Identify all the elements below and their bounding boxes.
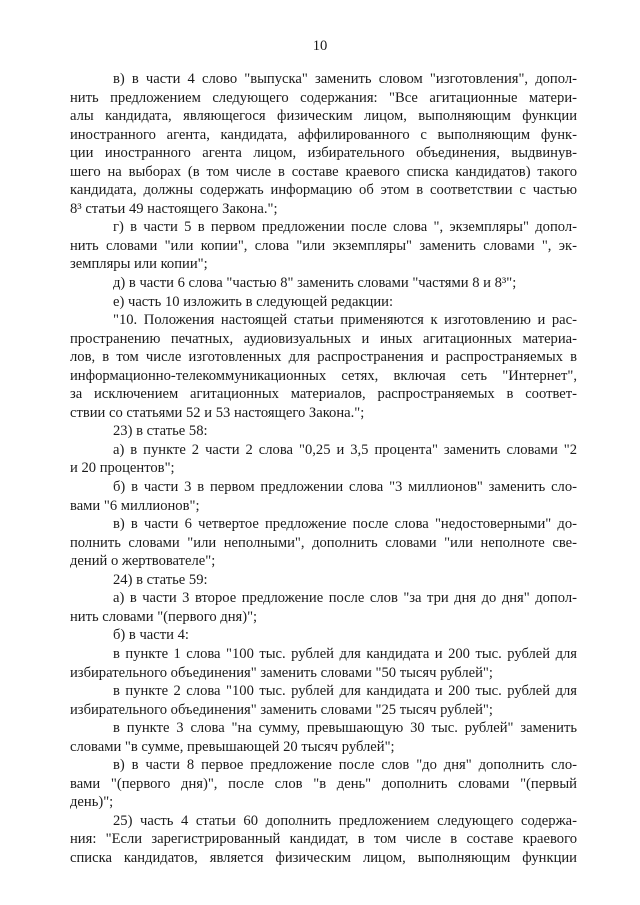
text-line: 25) часть 4 статьи 60 дополнить предложением следующего содержа- <box>113 812 577 829</box>
text-line: алы кандидата, являющегося физическим лицом, выполняющим функции <box>70 108 577 125</box>
text-line: а) в части 3 второе предложение после слов "за три дня до дня" допол- <box>113 590 577 607</box>
text-line: полнить словами "или неполными", дополнить словами "или неполноте све- <box>70 534 577 551</box>
text-line: ния: "Если зарегистрированный кандидат, в том числе в составе краевого <box>70 831 577 848</box>
text-line: иностранного агента, кандидата, аффилированного с выполняющим функ- <box>70 126 577 143</box>
page-number: 10 <box>312 38 328 54</box>
text-line: вами "(первого дня)", после слов "в день" дополнить словами "(первый <box>70 775 577 792</box>
text-line: ствии со статьями 52 и 53 настоящего Закона."; <box>70 404 365 421</box>
document-body <box>70 70 577 868</box>
text-line: информационно-телекоммуникационных сетях, включая сеть "Интернет", <box>70 367 577 384</box>
text-line: в пункте 1 слова "100 тыс. рублей для кандидата и 200 тыс. рублей для <box>113 645 577 662</box>
text-line: и 20 процентов"; <box>70 460 175 477</box>
text-line: ции иностранного агента лицом, избирательного объединения, выдвинув- <box>70 145 577 162</box>
text-line: г) в части 5 в первом предложении после слова ", экземпляры" допол- <box>113 219 577 236</box>
text-line: день)"; <box>70 794 114 811</box>
text-line: "10. Положения настоящей статьи применяются к изготовлению и рас- <box>113 312 577 329</box>
text-line: избирательного объединения" заменить словами "25 тысяч рублей"; <box>70 701 493 718</box>
text-line: за исключением агитационных материалов, распространяемых в соответ- <box>70 386 577 403</box>
text-line: избирательного объединения" заменить словами "50 тысяч рублей"; <box>70 664 493 681</box>
text-line: дений о жертвователе"; <box>70 553 216 570</box>
text-line: в) в части 8 первое предложение после слов "до дня" дополнить сло- <box>113 757 577 774</box>
text-line: в) в части 4 слово "выпуска" заменить словом "изготовления", допол- <box>113 71 577 87</box>
text-line: 24) в статье 59: <box>113 571 208 588</box>
text-line: д) в части 6 слова "частью 8" заменить словами "частями 8 и 8³"; <box>113 275 517 292</box>
text-line: шего на выборах (в том числе в составе краевого списка кандидатов) такого <box>70 163 577 180</box>
text-line: земпляры или копии"; <box>70 256 208 273</box>
text-line: в) в части 6 четвертое предложение после слова "недостоверными" до- <box>113 516 577 533</box>
text-line: 23) в статье 58: <box>113 423 208 440</box>
text-line: нить словами "(первого дня)"; <box>70 608 258 625</box>
text-line: кандидата, должны содержать информацию об этом в соответствии с частью <box>70 182 577 199</box>
text-line: списка кандидатов, является физическим лицом, выполняющим функции <box>70 849 577 866</box>
text-line: в пункте 3 слова "на сумму, превышающую 30 тыс. рублей" заменить <box>113 720 577 737</box>
text-line: пространению печатных, аудиовизуальных и иных агитационных материа- <box>70 330 577 347</box>
text-line: в пункте 2 слова "100 тыс. рублей для кандидата и 200 тыс. рублей для <box>113 683 577 700</box>
text-line: б) в части 4: <box>113 627 189 644</box>
text-line: нить предложением следующего содержания: "Все агитационные матери- <box>70 89 577 106</box>
text-line: лов, в том числе изготовленных для распространения и распространяемых в <box>70 349 577 366</box>
text-line: е) часть 10 изложить в следующей редакции: <box>113 293 394 310</box>
text-line: б) в части 3 в первом предложении слова "3 миллионов" заменить сло- <box>113 479 577 496</box>
text-line: 8³ статьи 49 настоящего Закона."; <box>70 200 278 217</box>
text-line: словами "в сумме, превышающей 20 тысяч рублей"; <box>70 738 395 755</box>
text-line: нить словами "или копии", слова "или экземпляры" заменить словами ", эк- <box>70 237 577 254</box>
text-line: а) в пункте 2 части 2 слова "0,25 и 3,5 процента" заменить словами "2 <box>113 441 577 458</box>
text-line: вами "6 миллионов"; <box>70 497 200 514</box>
